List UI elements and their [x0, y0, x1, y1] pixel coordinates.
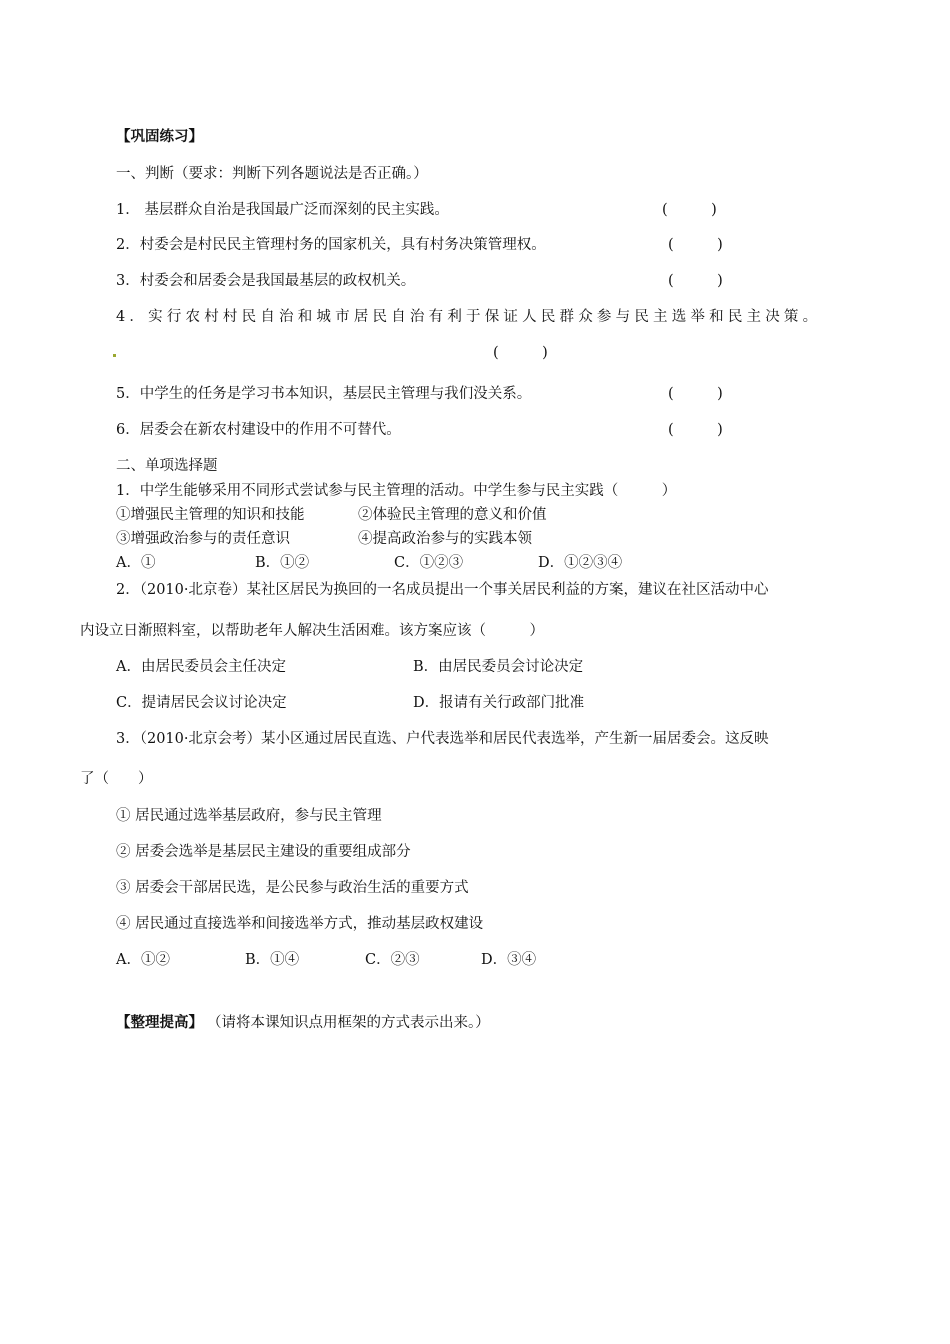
q3-option-d[interactable]: D．③④: [481, 952, 537, 968]
q3-stem-line1: 3．（2010·北京会考）某小区通过居民直选、户代表选举和居民代表选举，产生新一届居委会。这反映: [116, 731, 769, 747]
q2-option-a[interactable]: A．由居民委员会主任决定: [116, 659, 286, 675]
q1-option-d[interactable]: D．①②③④: [538, 555, 623, 571]
judgment-item-2: 2．村委会是村民民主管理村务的国家机关，具有村务决策管理权。: [116, 237, 546, 253]
answer-paren-3[interactable]: ( ): [668, 273, 723, 289]
judgment-item-1: 1． 基层群众自治是我国最广泛而深刻的民主实践。: [116, 202, 449, 218]
q2-option-b[interactable]: B．由居民委员会讨论决定: [413, 659, 584, 675]
q1-option-a[interactable]: A．①: [116, 555, 156, 571]
q1-statement-1: ①增强民主管理的知识和技能: [116, 507, 305, 523]
q1-stem: 1．中学生能够采用不同形式尝试参与民主管理的活动。中学生参与民主实践（ ）: [116, 483, 677, 499]
q3-statement-2: ② 居委会选举是基层民主建设的重要组成部分: [116, 844, 411, 860]
q3-option-b[interactable]: B．①④: [245, 952, 300, 968]
q1-statement-4: ④提高政治参与的实践本领: [358, 531, 532, 547]
q3-option-a[interactable]: A．①②: [116, 952, 170, 968]
summary-instruction: （请将本课知识点用框架的方式表示出来。）: [207, 1015, 490, 1031]
q2-stem-line2: 内设立日渐照料室，以帮助老年人解决生活困难。该方案应该（ ）: [80, 623, 544, 639]
q1-statement-2: ②体验民主管理的意义和价值: [358, 507, 547, 523]
part1-heading: 一、判断（要求：判断下列各题说法是否正确。）: [116, 166, 428, 182]
answer-paren-6[interactable]: ( ): [668, 422, 723, 438]
judgment-item-4: 4．实行农村村民自治和城市居民自治有利于保证人民群众参与民主选举和民主决策。: [116, 309, 822, 325]
answer-paren-4[interactable]: ( ): [493, 345, 548, 361]
q3-stem-line2: 了（ ）: [80, 771, 153, 787]
q3-statement-4: ④ 居民通过直接选举和间接选举方式，推动基层政权建设: [116, 916, 484, 932]
q2-option-c[interactable]: C．提请居民会议讨论决定: [116, 695, 287, 711]
answer-paren-2[interactable]: ( ): [668, 237, 723, 253]
section-title-summary: 【整理提高】: [116, 1014, 203, 1031]
q3-statement-3: ③ 居委会干部居民选，是公民参与政治生活的重要方式: [116, 880, 469, 896]
q3-option-c[interactable]: C．②③: [365, 952, 420, 968]
q2-stem-line1: 2．（2010·北京卷）某社区居民为换回的一名成员提出一个事关居民利益的方案，建议在社区活动中心: [116, 582, 769, 598]
q3-statement-1: ① 居民通过选举基层政府，参与民主管理: [116, 808, 382, 824]
q2-option-d[interactable]: D．报请有关行政部门批准: [413, 695, 585, 711]
part2-heading: 二、单项选择题: [116, 458, 218, 474]
section-title-consolidation: 【巩固练习】: [116, 128, 203, 145]
judgment-item-6: 6．居委会在新农村建设中的作用不可替代。: [116, 422, 401, 438]
judgment-item-5: 5．中学生的任务是学习书本知识，基层民主管理与我们没关系。: [116, 386, 532, 402]
answer-paren-1[interactable]: ( ): [662, 202, 717, 218]
q1-statement-3: ③增强政治参与的责任意识: [116, 531, 290, 547]
q1-option-c[interactable]: C．①②③: [394, 555, 464, 571]
judgment-item-3: 3．村委会和居委会是我国最基层的政权机关。: [116, 273, 416, 289]
q1-option-b[interactable]: B．①②: [255, 555, 310, 571]
answer-paren-5[interactable]: ( ): [668, 386, 723, 402]
stray-dot: [113, 354, 116, 357]
